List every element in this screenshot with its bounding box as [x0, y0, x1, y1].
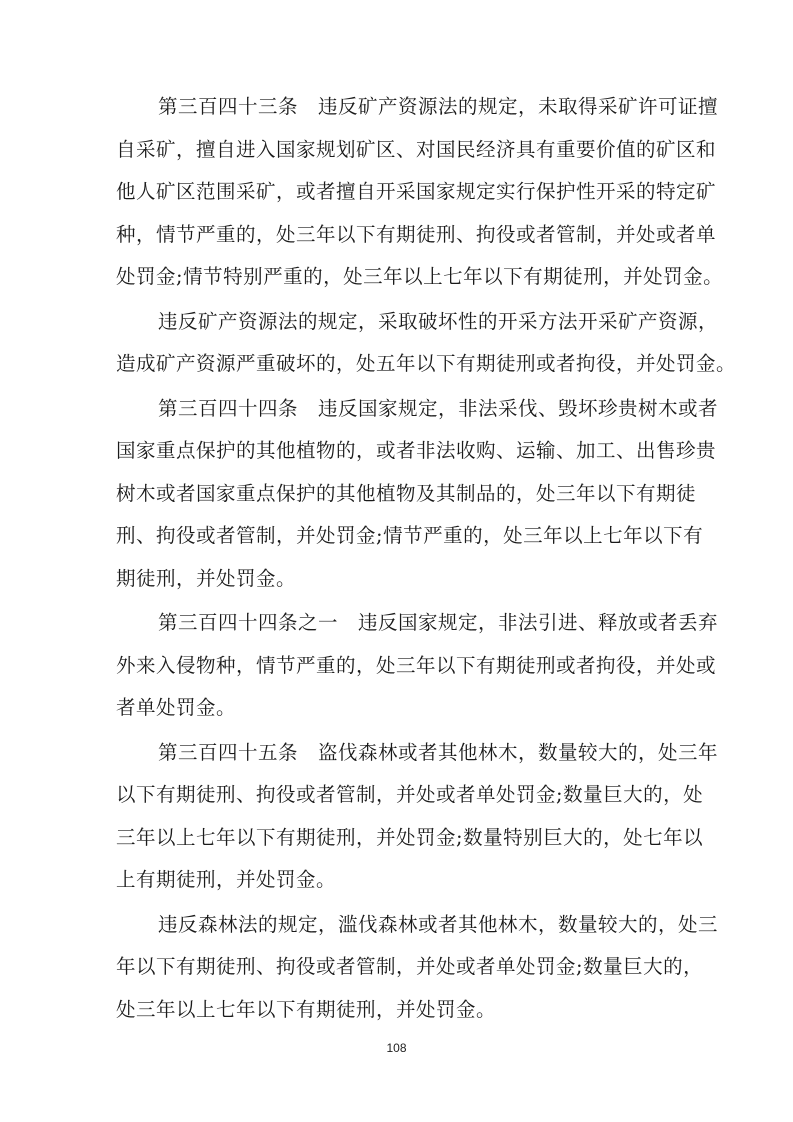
- text-line: 违反矿产资源法的规定，采取破坏性的开采方法开采矿产资源，: [158, 309, 719, 333]
- text-line: 违反森林法的规定，滥伐森林或者其他林木，数量较大的，处三: [158, 912, 719, 936]
- paragraph-article-345-clause-2: [116, 904, 719, 1032]
- paragraph-article-343-clause-2: [116, 301, 737, 386]
- text-line: 处三年以上七年以下有期徒刑，并处罚金。: [116, 997, 497, 1021]
- text-line: 自采矿，擅自进入国家规划矿区、对国民经济具有重要价值的矿区和: [116, 137, 717, 161]
- paragraph-article-345: [116, 732, 719, 902]
- text-line: 处罚金;情节特别严重的，处三年以上七年以下有期徒刑，并处罚金。: [116, 265, 724, 288]
- text-line: 第三百四十四条之一 违反国家规定，非法引进、释放或者丢弃: [158, 611, 719, 634]
- page-number: 108: [386, 1041, 407, 1055]
- text-line: 期徒刑，并处罚金。: [116, 566, 297, 590]
- text-line: 年以下有期徒刑、拘役或者管制，并处或者单处罚金;数量巨大的，: [116, 955, 704, 978]
- text-line: 造成矿产资源严重破坏的，处五年以下有期徒刑或者拘役，并处罚金。: [116, 352, 737, 375]
- text-line: 第三百四十五条 盗伐森林或者其他林木，数量较大的，处三年: [158, 740, 719, 764]
- text-line: 第三百四十三条 违反矿产资源法的规定，未取得采矿许可证擅: [158, 95, 719, 118]
- paragraph-article-344: [116, 388, 719, 601]
- text-line: 以下有期徒刑、拘役或者管制，并处或者单处罚金;数量巨大的，处: [116, 783, 704, 806]
- text-line: 外来入侵物种，情节严重的，处三年以下有期徒刑或者拘役，并处或: [116, 653, 717, 677]
- text-line: 国家重点保护的其他植物的，或者非法收购、运输、加工、出售珍贵: [116, 439, 717, 462]
- text-line: 第三百四十四条 违反国家规定，非法采伐、毁坏珍贵树木或者: [158, 396, 719, 420]
- text-line: 树木或者国家重点保护的其他植物及其制品的，处三年以下有期徒: [116, 481, 697, 505]
- text-line: 刑、拘役或者管制，并处罚金;情节严重的，处三年以上七年以下有: [116, 524, 704, 547]
- text-line: 者单处罚金。: [116, 696, 237, 719]
- text-line: 种，情节严重的，处三年以下有期徒刑、拘役或者管制，并处或者单: [116, 222, 717, 246]
- text-line: 三年以上七年以下有期徒刑，并处罚金;数量特别巨大的，处七年以: [116, 825, 704, 849]
- text-line: 他人矿区范围采矿，或者擅自开采国家规定实行保护性开采的特定矿: [116, 180, 717, 203]
- document-body: [116, 86, 737, 1033]
- paragraph-article-344-1: [116, 602, 719, 730]
- paragraph-article-343: [116, 86, 724, 299]
- text-line: 上有期徒刑，并处罚金。: [116, 868, 337, 891]
